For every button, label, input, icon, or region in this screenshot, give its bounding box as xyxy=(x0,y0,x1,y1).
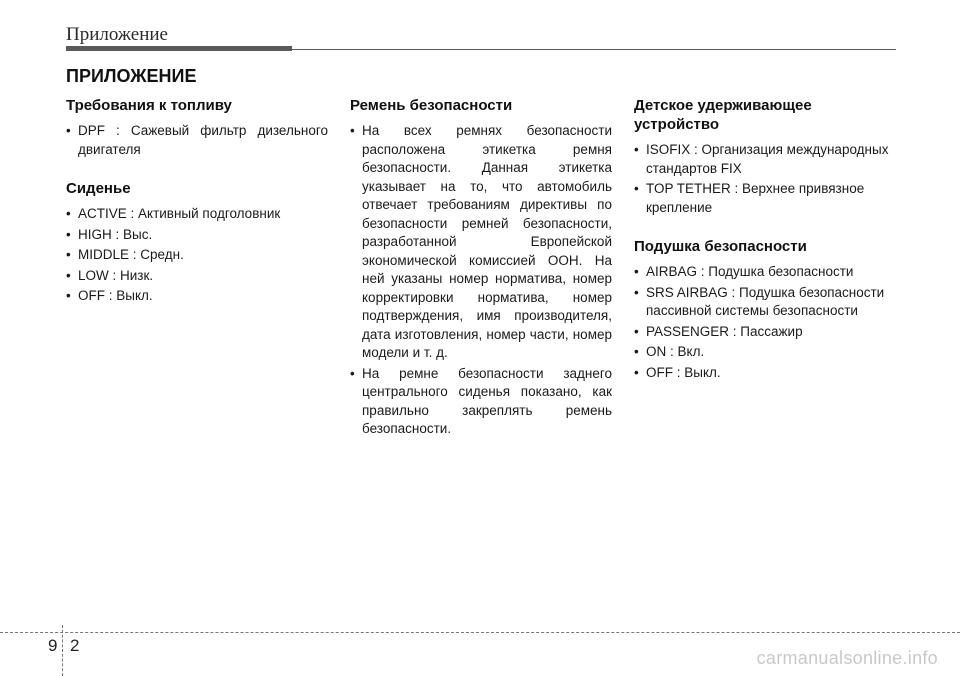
column-3 xyxy=(634,96,896,402)
list-item: • HIGH : Выс. xyxy=(66,226,328,245)
seat-heading: Сиденье xyxy=(66,180,131,197)
fuel-requirements-list xyxy=(66,122,328,159)
list-item: • OFF : Выкл. xyxy=(634,364,896,383)
list-item: • DPF : Сажевый фильтр дизельного двигателя xyxy=(66,122,328,159)
seat-belt-list xyxy=(350,122,612,439)
list-item: • TOP TETHER : Верхнее привязное крепление xyxy=(634,180,896,217)
page-number-divider xyxy=(62,625,63,676)
list-item: • SRS AIRBAG : Подушка безопасности пассивной системы безопасности xyxy=(634,284,896,321)
footer-rule xyxy=(0,632,960,633)
page-number: 2 xyxy=(70,636,80,655)
child-restraint-list xyxy=(634,141,896,217)
list-item: • MIDDLE : Средн. xyxy=(66,246,328,265)
list-item: • PASSENGER : Пассажир xyxy=(634,323,896,342)
airbag-list xyxy=(634,263,896,382)
header-rule xyxy=(292,49,896,50)
airbag-heading: Подушка безопасности xyxy=(634,238,807,255)
list-item: • AIRBAG : Подушка безопасности xyxy=(634,263,896,282)
header-accent-bar xyxy=(66,46,292,51)
list-item: • На ремне безопасности заднего центрального сиденья показано, как правильно закреплять ремень безопасности. xyxy=(350,365,612,439)
list-item: • LOW : Низк. xyxy=(66,267,328,286)
list-item: • ON : Вкл. xyxy=(634,343,896,362)
list-item: • OFF : Выкл. xyxy=(66,287,328,306)
chapter-number: 9 xyxy=(48,636,58,655)
list-item: • ACTIVE : Активный подголовник xyxy=(66,205,328,224)
list-item: • ISOFIX : Организация международных стандартов FIX xyxy=(634,141,896,178)
seat-list xyxy=(66,205,328,306)
fuel-requirements-heading: Требования к топливу xyxy=(66,97,232,114)
list-item: • На всех ремнях безопасности расположена этикетка ремня безопасности. Данная этикетка указывает на то, что автомобиль отвечает требованиям директивы по безопасности ремней безопасности, разработанной Европейской экономической комиссией ООН. На ней указаны номер норматива, номер корректировки норматива, номер подтверждения, имя производителя, дата изготовления, номер части, номер модели и т. д. xyxy=(350,122,612,363)
watermark: carmanualsonline.info xyxy=(756,648,938,668)
column-1 xyxy=(66,96,328,326)
seat-belt-heading: Ремень безопасности xyxy=(350,97,513,114)
column-2 xyxy=(350,96,612,459)
child-restraint-heading: Детское удерживающее устройство xyxy=(634,97,812,133)
running-header-title: Приложение xyxy=(66,24,168,45)
section-title: ПРИЛОЖЕНИЕ xyxy=(66,66,197,86)
